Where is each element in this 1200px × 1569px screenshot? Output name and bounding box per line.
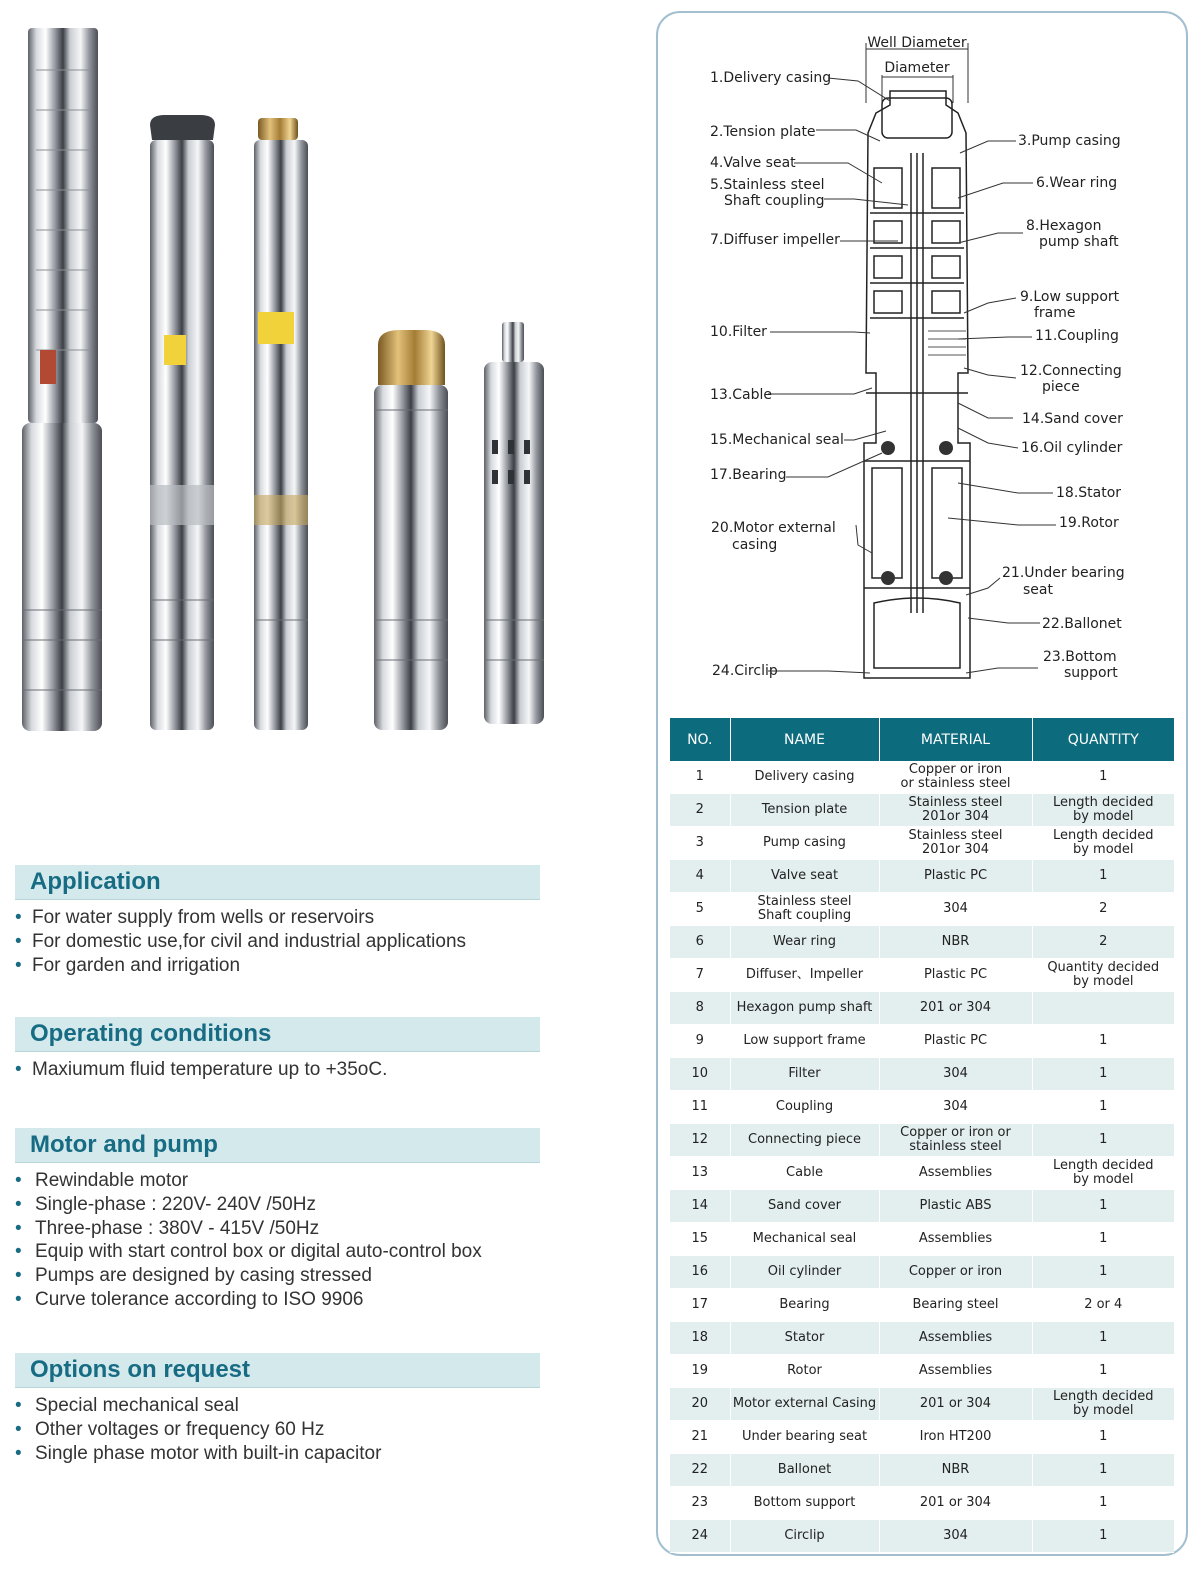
cell-no: 7 (670, 959, 730, 992)
bullet-list (15, 1058, 540, 1082)
table-row (670, 1256, 1174, 1289)
table-row (670, 1322, 1174, 1355)
label-low-support-2: frame (1034, 305, 1076, 321)
cell-material: Iron HT200 (879, 1421, 1032, 1454)
label-bottom-support-1: 23.Bottom (1043, 649, 1117, 665)
cell-quantity: 1 (1032, 1190, 1174, 1223)
table-row (670, 1487, 1174, 1520)
cell-name: Low support frame (730, 1025, 879, 1058)
label-stator: 18.Stator (1056, 485, 1122, 501)
diameter-label: Diameter (884, 60, 950, 76)
cell-quantity: 1 (1032, 860, 1174, 893)
cell-name: Wear ring (730, 926, 879, 959)
list-item: • For garden and irrigation (15, 954, 241, 976)
cell-quantity: 1 (1032, 1487, 1174, 1520)
cell-no: 9 (670, 1025, 730, 1058)
cell-material: NBR (879, 926, 1032, 959)
cell-name: Bearing (730, 1289, 879, 1322)
pump-4 (374, 330, 448, 730)
list-item: • Curve tolerance according to ISO 9906 (15, 1288, 364, 1310)
cell-quantity: 1 (1032, 1091, 1174, 1124)
label-tension-plate: 2.Tension plate (710, 124, 816, 140)
cell-no: 23 (670, 1487, 730, 1520)
section-title: Application (30, 868, 161, 895)
label-shaft-coupling-1: 5.Stainless steel (710, 177, 825, 193)
label-filter: 10.Filter (710, 324, 767, 340)
cell-no: 13 (670, 1157, 730, 1190)
header-name: NAME (730, 718, 879, 761)
table-row (670, 794, 1174, 827)
cell-material: Copper or iron (879, 1256, 1032, 1289)
table-row (670, 1520, 1174, 1553)
header-no: NO. (670, 718, 730, 761)
section-options-on-request (15, 1353, 540, 1465)
label-connecting-2: piece (1042, 379, 1080, 395)
section-header (15, 1128, 540, 1163)
cell-no: 11 (670, 1091, 730, 1124)
table-row (670, 959, 1174, 992)
cell-material: 304 (879, 1058, 1032, 1091)
label-under-bearing-1: 21.Under bearing (1002, 565, 1125, 581)
label-delivery-casing: 1.Delivery casing (710, 70, 832, 86)
list-item: • Equip with start control box or digital auto-control box (15, 1241, 482, 1263)
label-circlip: 24.Circlip (712, 663, 778, 679)
cell-quantity: 2 (1032, 893, 1174, 926)
cell-no: 10 (670, 1058, 730, 1091)
pump-3 (254, 118, 308, 730)
label-hexagon-2: pump shaft (1039, 234, 1119, 250)
cell-no: 2 (670, 794, 730, 827)
cell-name: Cable (730, 1157, 879, 1190)
table-row (670, 761, 1174, 794)
cell-no: 19 (670, 1355, 730, 1388)
table-row (670, 1289, 1174, 1322)
cell-name: Sand cover (730, 1190, 879, 1223)
cell-material: Copper or iron or stainless steel (879, 1124, 1032, 1157)
cell-quantity (1032, 992, 1174, 1025)
cell-material: 304 (879, 1091, 1032, 1124)
header-quantity: QUANTITY (1032, 718, 1174, 761)
label-shaft-coupling-2: Shaft coupling (724, 193, 825, 209)
cell-no: 24 (670, 1520, 730, 1553)
cell-quantity: Length decided by model (1032, 1157, 1174, 1190)
cell-no: 15 (670, 1223, 730, 1256)
table-row (670, 1190, 1174, 1223)
label-bottom-support-2: support (1064, 665, 1118, 681)
cell-name: Oil cylinder (730, 1256, 879, 1289)
section-header (15, 865, 540, 900)
cell-material: Assemblies (879, 1157, 1032, 1190)
pump-body-drawing (864, 91, 970, 678)
list-item: • Single-phase : 220V- 240V /50Hz (15, 1193, 316, 1215)
label-hexagon-1: 8.Hexagon (1026, 218, 1102, 234)
cell-no: 5 (670, 893, 730, 926)
section-application (15, 865, 540, 977)
table-row (670, 1388, 1174, 1421)
cell-quantity: 1 (1032, 1454, 1174, 1487)
cell-quantity: Length decided by model (1032, 1388, 1174, 1421)
cell-name: Bottom support (730, 1487, 879, 1520)
table-row (670, 1223, 1174, 1256)
cell-quantity: 1 (1032, 1355, 1174, 1388)
section-header (15, 1353, 540, 1388)
parts-table (670, 718, 1174, 1553)
cell-name: Stainless steel Shaft coupling (730, 893, 879, 926)
list-item: • For water supply from wells or reservoirs (15, 907, 375, 928)
cell-no: 16 (670, 1256, 730, 1289)
cell-quantity: 1 (1032, 1058, 1174, 1091)
cell-name: Motor external Casing (730, 1388, 879, 1421)
cell-quantity: 1 (1032, 1223, 1174, 1256)
cell-no: 18 (670, 1322, 730, 1355)
cell-material: Copper or iron or stainless steel (879, 761, 1032, 794)
cell-name: Tension plate (730, 794, 879, 827)
cell-no: 6 (670, 926, 730, 959)
label-motor-casing-1: 20.Motor external (711, 520, 836, 536)
list-item: • Maxiumum fluid temperature up to +35oC. (15, 1059, 388, 1080)
table-row (670, 926, 1174, 959)
header-material: MATERIAL (879, 718, 1032, 761)
cell-quantity: 2 or 4 (1032, 1289, 1174, 1322)
cell-name: Valve seat (730, 860, 879, 893)
cell-no: 17 (670, 1289, 730, 1322)
cell-name: Connecting piece (730, 1124, 879, 1157)
list-item: • For domestic use,for civil and industrial applications (15, 930, 467, 952)
cell-no: 21 (670, 1421, 730, 1454)
list-item: • Three-phase : 380V - 415V /50Hz (15, 1217, 320, 1239)
label-low-support-1: 9.Low support (1020, 289, 1120, 305)
cell-name: Pump casing (730, 827, 879, 860)
label-sand-cover: 14.Sand cover (1022, 411, 1123, 427)
cell-quantity: 1 (1032, 1520, 1174, 1553)
label-valve-seat: 4.Valve seat (710, 155, 796, 171)
section-motor-and-pump (15, 1128, 540, 1312)
cell-material: NBR (879, 1454, 1032, 1487)
table-row (670, 893, 1174, 926)
cell-material: 304 (879, 1520, 1032, 1553)
table-row (670, 1355, 1174, 1388)
cell-material: Stainless steel 201or 304 (879, 827, 1032, 860)
section-title: Operating conditions (30, 1020, 272, 1047)
section-operating-conditions (15, 1017, 540, 1082)
table-row (670, 1454, 1174, 1487)
cell-material: Plastic PC (879, 860, 1032, 893)
cell-no: 14 (670, 1190, 730, 1223)
cell-no: 12 (670, 1124, 730, 1157)
cell-quantity: 1 (1032, 1256, 1174, 1289)
pump-2 (150, 115, 215, 730)
cell-quantity: 2 (1032, 926, 1174, 959)
table-row (670, 992, 1174, 1025)
table-row (670, 1421, 1174, 1454)
section-title: Motor and pump (30, 1131, 218, 1158)
cell-material: Assemblies (879, 1322, 1032, 1355)
cell-no: 1 (670, 761, 730, 794)
label-motor-casing-2: casing (732, 537, 778, 553)
cell-material: Assemblies (879, 1355, 1032, 1388)
cell-quantity: Length decided by model (1032, 794, 1174, 827)
label-bearing: 17.Bearing (710, 467, 787, 483)
cell-name: Mechanical seal (730, 1223, 879, 1256)
cell-quantity: 1 (1032, 761, 1174, 794)
pumps-product-image (0, 0, 560, 760)
cell-no: 4 (670, 860, 730, 893)
cell-material: Stainless steel 201or 304 (879, 794, 1032, 827)
label-connecting-1: 12.Connecting (1020, 363, 1122, 379)
label-wear-ring: 6.Wear ring (1036, 175, 1118, 191)
section-title: Options on request (30, 1356, 251, 1383)
cell-quantity: 1 (1032, 1124, 1174, 1157)
pump-cross-section-diagram (658, 13, 1188, 713)
pump-5 (484, 322, 544, 724)
table-row (670, 860, 1174, 893)
list-item: • Rewindable motor (15, 1170, 189, 1191)
cell-name: Diffuser、Impeller (730, 959, 879, 992)
label-coupling: 11.Coupling (1035, 328, 1119, 344)
cell-name: Circlip (730, 1520, 879, 1553)
cell-quantity: 1 (1032, 1421, 1174, 1454)
cell-no: 3 (670, 827, 730, 860)
label-under-bearing-2: seat (1023, 582, 1053, 598)
label-oil-cylinder: 16.Oil cylinder (1021, 440, 1123, 456)
cell-name: Hexagon pump shaft (730, 992, 879, 1025)
table-row (670, 1025, 1174, 1058)
cell-material: Assemblies (879, 1223, 1032, 1256)
cell-material: 201 or 304 (879, 1487, 1032, 1520)
label-cable: 13.Cable (710, 387, 773, 403)
list-item: • Special mechanical seal (15, 1395, 239, 1416)
table-row (670, 1157, 1174, 1190)
bullet-list (15, 1394, 540, 1465)
cell-quantity: 1 (1032, 1025, 1174, 1058)
bullet-list (15, 906, 540, 977)
label-mechanical-seal: 15.Mechanical seal (710, 432, 844, 448)
pump-1 (22, 28, 102, 731)
table-row (670, 827, 1174, 860)
table-row (670, 1058, 1174, 1091)
cell-material: Plastic PC (879, 959, 1032, 992)
label-rotor: 19.Rotor (1059, 515, 1119, 531)
cell-no: 20 (670, 1388, 730, 1421)
cell-name: Filter (730, 1058, 879, 1091)
cell-no: 22 (670, 1454, 730, 1487)
well-diameter-label: Well Diameter (867, 35, 967, 51)
list-item: • Pumps are designed by casing stressed (15, 1265, 372, 1287)
label-pump-casing: 3.Pump casing (1018, 133, 1121, 149)
cell-name: Ballonet (730, 1454, 879, 1487)
section-header (15, 1017, 540, 1052)
table-row (670, 1091, 1174, 1124)
cell-material: 201 or 304 (879, 1388, 1032, 1421)
cell-quantity: 1 (1032, 1322, 1174, 1355)
cell-no: 8 (670, 992, 730, 1025)
cell-name: Rotor (730, 1355, 879, 1388)
table-row (670, 1124, 1174, 1157)
list-item: • Single phase motor with built-in capacitor (15, 1442, 382, 1464)
cell-quantity: Length decided by model (1032, 827, 1174, 860)
cell-material: 304 (879, 893, 1032, 926)
cell-material: 201 or 304 (879, 992, 1032, 1025)
cell-material: Plastic PC (879, 1025, 1032, 1058)
cell-name: Coupling (730, 1091, 879, 1124)
cell-material: Plastic ABS (879, 1190, 1032, 1223)
label-ballonet: 22.Ballonet (1042, 616, 1122, 632)
cell-material: Bearing steel (879, 1289, 1032, 1322)
cell-name: Delivery casing (730, 761, 879, 794)
cell-name: Under bearing seat (730, 1421, 879, 1454)
label-diffuser-impeller: 7.Diffuser impeller (710, 232, 840, 248)
cell-quantity: Quantity decided by model (1032, 959, 1174, 992)
bullet-list (15, 1169, 540, 1312)
list-item: • Other voltages or frequency 60 Hz (15, 1418, 325, 1440)
table-header-row (670, 718, 1174, 761)
cell-name: Stator (730, 1322, 879, 1355)
